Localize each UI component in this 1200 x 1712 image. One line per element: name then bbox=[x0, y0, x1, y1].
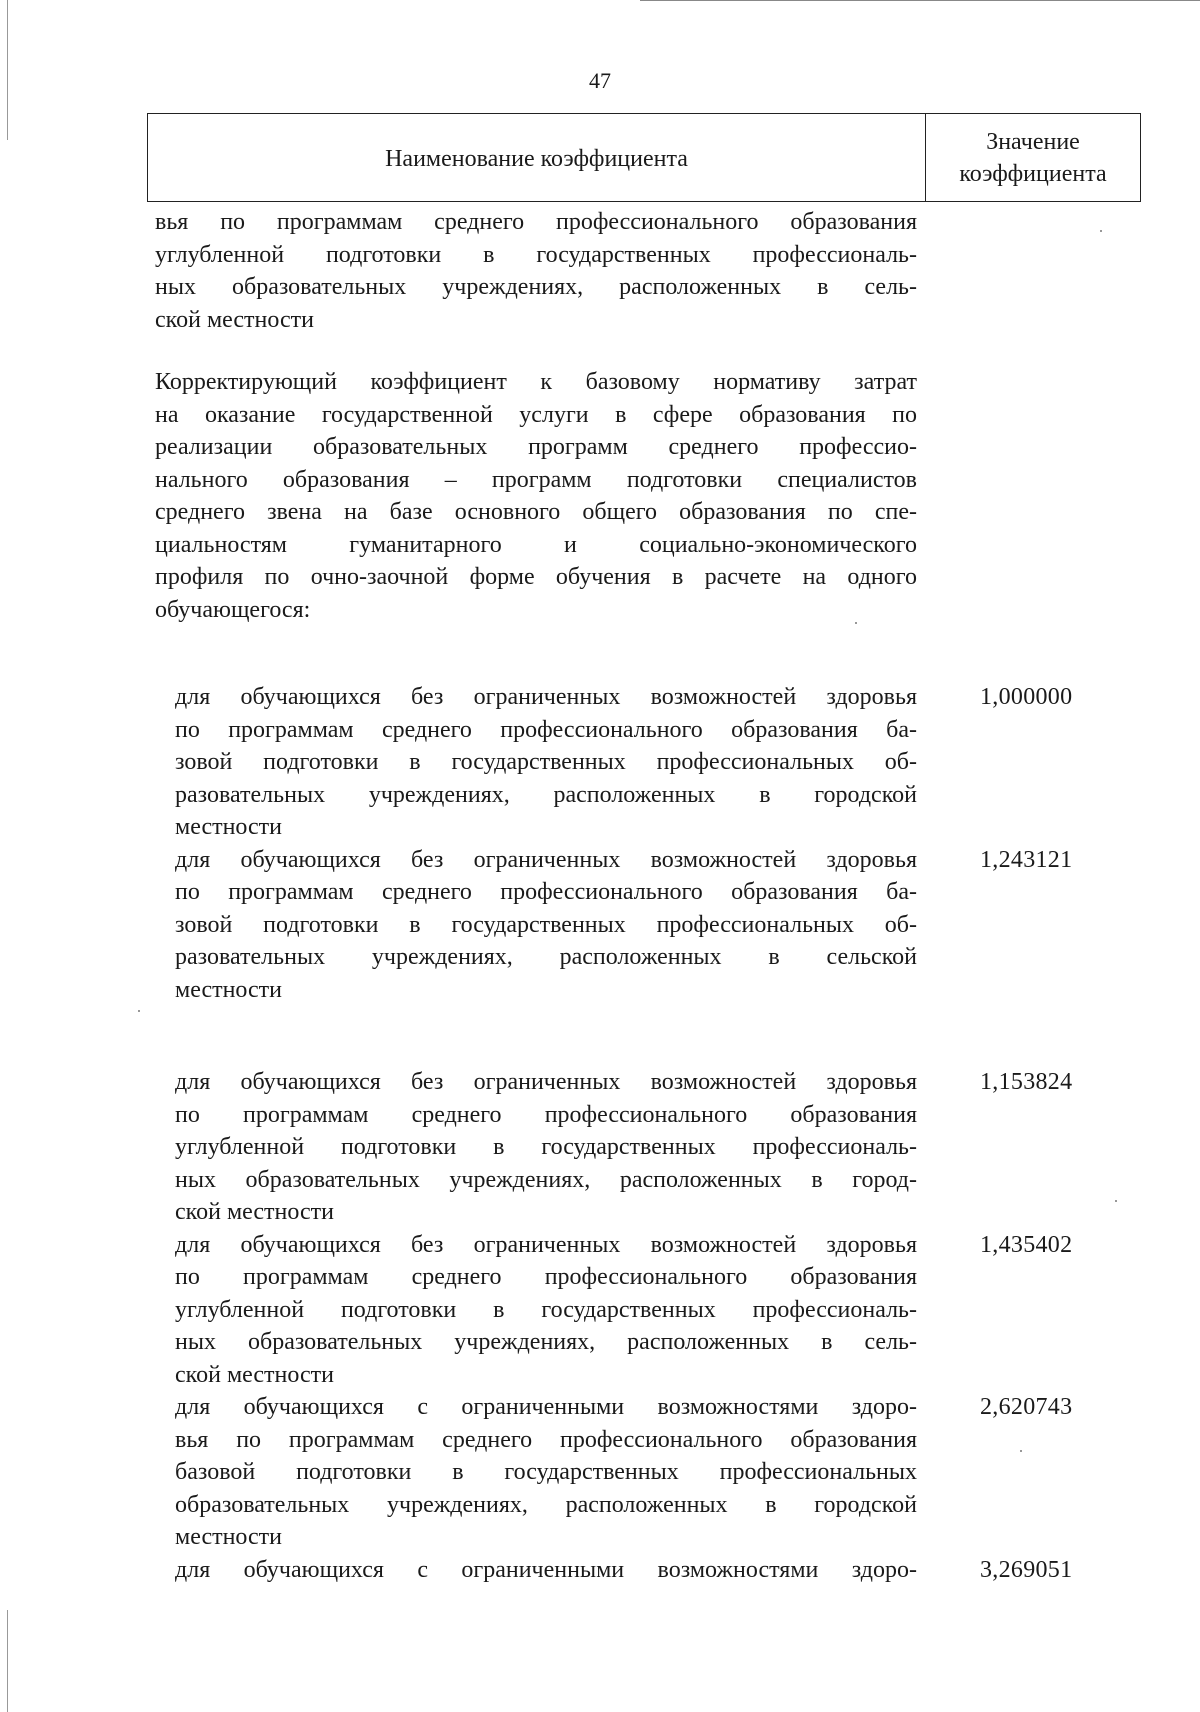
intro-continuation bbox=[155, 206, 917, 336]
text-line: для обучающихся с ограниченными возможностями здоро- bbox=[175, 1556, 917, 1583]
text-line: местности bbox=[175, 814, 283, 840]
text-line: местности bbox=[175, 976, 283, 1003]
text-line: реализации образовательных программ среднего профессио- bbox=[155, 434, 917, 460]
scan-speck bbox=[138, 1010, 140, 1012]
text-line: среднего звена на базе основного общего образования по спе- bbox=[155, 499, 917, 525]
table-header bbox=[147, 113, 1141, 202]
page-number: 47 bbox=[589, 68, 611, 93]
text-line: базовой подготовки в государственных профессиональных bbox=[175, 1459, 917, 1485]
text-line: ской местности bbox=[155, 306, 314, 333]
coefficient-row bbox=[155, 844, 1085, 1007]
coefficient-description bbox=[155, 1554, 917, 1587]
coefficient-description bbox=[155, 1391, 917, 1554]
text-line: ской местности bbox=[175, 1361, 334, 1388]
text-line: ской местности bbox=[175, 1199, 334, 1225]
text-line: по программам среднего профессионального образования bbox=[175, 1264, 917, 1290]
column-header-value bbox=[926, 114, 1140, 201]
scan-margin-line bbox=[7, 1610, 8, 1712]
coefficient-description bbox=[155, 844, 917, 1007]
text-line: образовательных учреждениях, расположенных в городской bbox=[175, 1491, 917, 1518]
coefficient-value: 1,243121 bbox=[980, 846, 1073, 873]
column-header-value-line2: коэффициента bbox=[959, 160, 1107, 187]
coefficient-description bbox=[155, 1066, 917, 1229]
text-line: нального образования – программ подготовки специалистов bbox=[155, 466, 917, 493]
coefficient-value: 2,620743 bbox=[980, 1394, 1073, 1420]
text-line: зовой подготовки в государственных профессиональных об- bbox=[175, 749, 917, 775]
coefficient-row bbox=[155, 1554, 1085, 1587]
text-line: углубленной подготовки в государственных профессиональ- bbox=[175, 1296, 917, 1323]
column-header-value-line1: Значение bbox=[986, 128, 1080, 155]
text-line: углубленной подготовки в государственных профессиональ- bbox=[155, 241, 917, 268]
coefficient-value: 3,269051 bbox=[980, 1556, 1073, 1583]
coefficient-value: 1,435402 bbox=[980, 1231, 1073, 1258]
text-line: по программам среднего профессионального образования ба- bbox=[175, 879, 917, 905]
coefficient-row bbox=[155, 1391, 1085, 1554]
text-line: местности bbox=[175, 1524, 283, 1550]
document-body bbox=[155, 206, 1085, 1586]
text-line: для обучающихся без ограниченных возможностей здоровья bbox=[175, 846, 917, 873]
text-line: для обучающихся с ограниченными возможностями здоро- bbox=[175, 1394, 917, 1420]
text-line: по программам среднего профессионального образования ба- bbox=[175, 716, 917, 743]
text-line: обучающегося: bbox=[155, 596, 311, 623]
coefficient-description bbox=[155, 681, 917, 844]
text-line: вья по программам среднего профессионального образования bbox=[155, 209, 917, 235]
coefficient-value: 1,153824 bbox=[980, 1069, 1073, 1095]
text-line: ных образовательных учреждениях, расположенных в сель- bbox=[175, 1329, 917, 1355]
coefficient-value: 1,000000 bbox=[980, 684, 1073, 710]
scan-margin-line bbox=[7, 0, 8, 140]
text-line: ных образовательных учреждениях, расположенных в сель- bbox=[155, 274, 917, 300]
text-line: зовой подготовки в государственных профессиональных об- bbox=[175, 911, 917, 938]
scan-speck bbox=[1115, 1200, 1117, 1202]
scan-speck bbox=[1100, 230, 1102, 232]
column-header-name: Наименование коэффициента bbox=[148, 114, 926, 201]
text-line: разовательных учреждениях, расположенных в городской bbox=[175, 781, 917, 808]
text-line: по программам среднего профессионального образования bbox=[175, 1101, 917, 1128]
text-line: профиля по очно-заочной форме обучения в расчете на одного bbox=[155, 564, 917, 590]
text-line: для обучающихся без ограниченных возможностей здоровья bbox=[175, 1069, 917, 1095]
corrective-coefficient-heading bbox=[155, 366, 917, 626]
coefficient-row bbox=[155, 1066, 1085, 1229]
text-line: углубленной подготовки в государственных профессиональ- bbox=[175, 1134, 917, 1160]
text-line: на оказание государственной услуги в сфере образования по bbox=[155, 401, 917, 428]
coefficient-row bbox=[155, 681, 1085, 844]
coefficient-row bbox=[155, 1229, 1085, 1392]
text-line: циальностям гуманитарного и социально-экономического bbox=[155, 531, 917, 558]
coefficient-description bbox=[155, 1229, 917, 1392]
text-line: для обучающихся без ограниченных возможностей здоровья bbox=[175, 1231, 917, 1258]
text-line: ных образовательных учреждениях, расположенных в город- bbox=[175, 1166, 917, 1193]
scan-edge-line bbox=[640, 0, 1200, 1]
text-line: вья по программам среднего профессионального образования bbox=[175, 1426, 917, 1453]
text-line: разовательных учреждениях, расположенных в сельской bbox=[175, 944, 917, 970]
text-line: для обучающихся без ограниченных возможностей здоровья bbox=[175, 684, 917, 710]
text-line: Корректирующий коэффициент к базовому нормативу затрат bbox=[155, 369, 917, 395]
